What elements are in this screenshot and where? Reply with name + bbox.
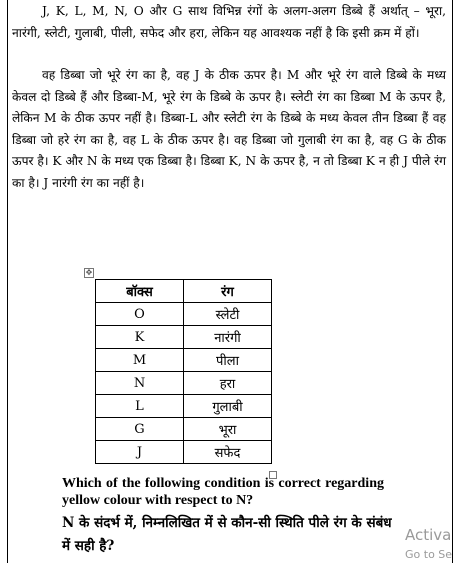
watermark-line-1: Activa [405, 526, 452, 544]
box-cell: M [96, 349, 184, 372]
passage-paragraph-1 [12, 1, 446, 44]
table-row [96, 349, 272, 372]
passage-paragraph-2-text: वह डिब्बा जो भूरे रंग का है, वह J के ठीक ऊपर है। M और भूरे रंग वाले डिब्बे के मध्य केवल दो डिब्बे हैं और डिब्बा-M, भूरे रंग के डिब्बे के ऊपर है। स्लेटी रंग का डिब्बा M के ऊपर है, लेकिन M के ठीक ऊपर नहीं है। डिब्बा-L और स्लेटी रंग के डिब्बे के मध्य केवल तीन डिब्बा हैं वह डिब्बा जो हरे रंग का है, वह L के ठीक ऊपर है। वह डिब्बा जो गुलाबी रंग का है, वह G के ठीक ऊपर है। K और N के मध्य एक डिब्बा है। डिब्बा K, N के ऊपर है, न तो डिब्बा K न ही J पीले रंग का है। J नारंगी रंग का नहीं है। [12, 68, 446, 190]
box-cell: O [96, 303, 184, 326]
header-box: बॉक्स [96, 280, 184, 303]
table-row [96, 372, 272, 395]
watermark-line-2: Go to Se [405, 548, 453, 561]
left-margin-rule [7, 0, 8, 563]
table-row [96, 395, 272, 418]
colour-cell: सफेद [184, 441, 272, 464]
box-cell: N [96, 372, 184, 395]
box-cell: K [96, 326, 184, 349]
activate-windows-watermark [405, 528, 452, 560]
colour-cell: स्लेटी [184, 303, 272, 326]
table-header-row [96, 280, 272, 303]
table-row [96, 441, 272, 464]
question-hindi: N के संदर्भ में, निम्नलिखित में से कौन-सी स्थिति पीले रंग के संबंध में सही है? [62, 515, 392, 554]
box-cell: L [96, 395, 184, 418]
box-colour-table [95, 279, 272, 464]
passage-paragraph-2 [12, 65, 446, 194]
colour-cell: गुलाबी [184, 395, 272, 418]
table-row [96, 418, 272, 441]
passage-paragraph-1-text: J, K, L, M, N, O और G साथ विभिन्न रंगों के अलग-अलग डिब्बे हैं अर्थात् – भूरा, नारंगी, स्लेटी, गुलाबी, पीली, सफेद और हरा, लेकिन यह आवश्यक नहीं है कि इसी क्रम में हों। [12, 4, 446, 40]
colour-cell: हरा [184, 372, 272, 395]
colour-cell: पीला [184, 349, 272, 372]
colour-cell: भूरा [184, 418, 272, 441]
table-move-handle-icon[interactable]: ✥ [85, 268, 93, 277]
box-cell: J [96, 441, 184, 464]
colour-cell: नारंगी [184, 326, 272, 349]
question-english: Which of the following condition is correct regarding yellow colour with respect to N? [62, 476, 384, 508]
box-cell: G [96, 418, 184, 441]
header-colour: रंग [184, 280, 272, 303]
right-margin-rule [452, 0, 453, 563]
table-row [96, 326, 272, 349]
table-row [96, 303, 272, 326]
